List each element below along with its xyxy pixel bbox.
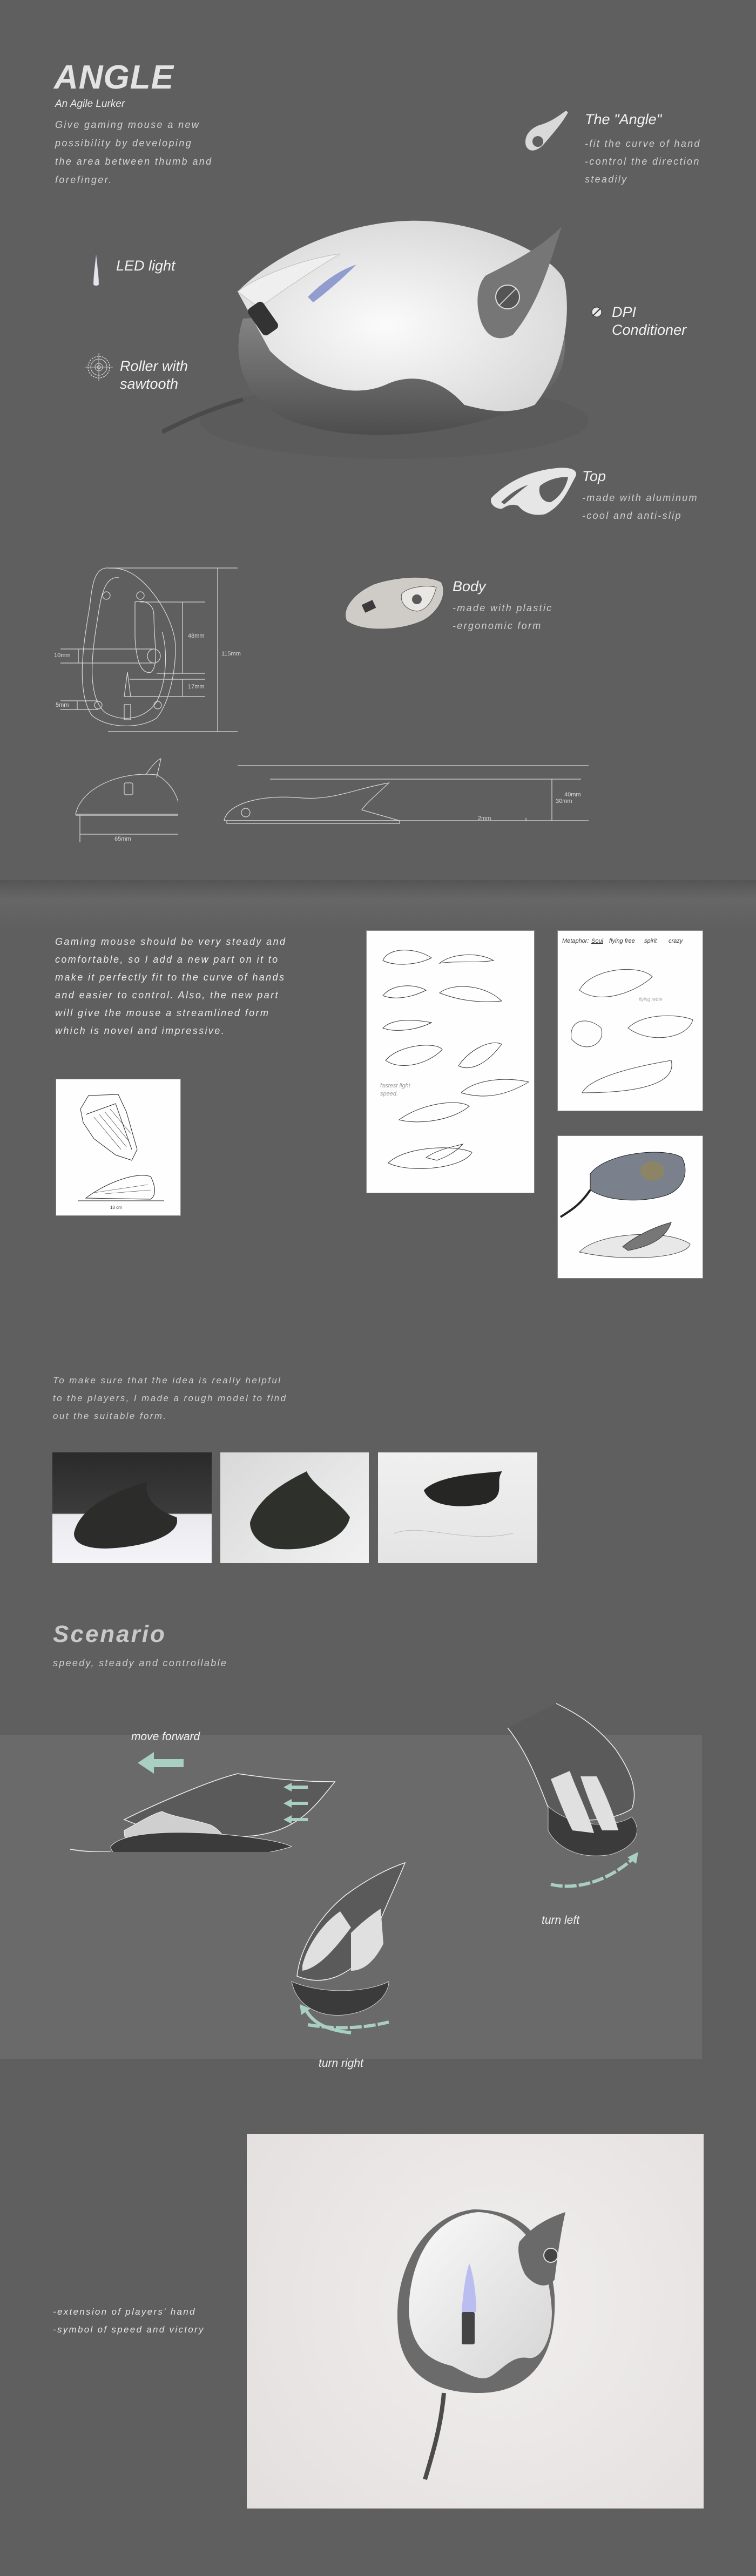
side-view-drawing — [216, 756, 594, 837]
top-part-icon — [486, 460, 578, 519]
feature-body-desc — [453, 599, 552, 635]
dim-115mm: 115mm — [221, 651, 241, 657]
concept-line: and easier to control. Also, the new part — [55, 990, 279, 1000]
clay-model-1 — [52, 1452, 212, 1563]
intro-text — [55, 116, 249, 189]
feature-led-title: LED light — [116, 258, 176, 274]
clay-model-2 — [220, 1452, 369, 1563]
feature-line: -fit the curve of hand — [585, 138, 701, 149]
intro-line: the area between thumb and — [55, 156, 213, 167]
sketch-sheet-forms — [366, 930, 535, 1193]
dim-17mm: 17mm — [188, 684, 205, 690]
body-part-icon — [341, 572, 444, 632]
page-title: ANGLE — [54, 59, 174, 96]
intro-line: forefinger. — [55, 174, 113, 185]
arrow-left-icon — [138, 1752, 184, 1774]
sketch-note: fastest light — [380, 1083, 410, 1089]
hero-mouse-render — [162, 194, 605, 475]
feature-line: -control the direction — [585, 156, 700, 167]
sketch-sheet-metaphor — [557, 930, 703, 1111]
model-text — [53, 1371, 312, 1425]
feature-line: -made with aluminum — [582, 492, 698, 503]
feature-angle-title: The "Angle" — [585, 111, 662, 127]
final-line: -symbol of speed and victory — [53, 2324, 205, 2335]
model-line: To make sure that the idea is really helpful — [53, 1375, 282, 1385]
concept-line: comfortable, so I add a new part on it to — [55, 954, 279, 965]
section-divider — [0, 880, 756, 929]
sketch-dim-label: 10 cm — [110, 1205, 122, 1210]
scenario-label-forward: move forward — [131, 1730, 200, 1743]
feature-dpi-title — [612, 303, 686, 339]
final-text — [53, 2303, 205, 2338]
front-view-drawing — [70, 756, 178, 848]
model-photo-1 — [52, 1452, 212, 1563]
concept-line: will give the mouse a streamlined form — [55, 1008, 270, 1018]
feature-line: sawtooth — [120, 376, 179, 392]
clay-model-3 — [378, 1452, 537, 1563]
top-view-drawing — [54, 562, 259, 734]
arrow-curve-icon — [627, 1852, 638, 1864]
feature-line: DPI — [612, 304, 637, 320]
feature-line: steadily — [585, 174, 628, 185]
angle-part-icon — [523, 108, 571, 162]
concept-line: Gaming mouse should be very steady and — [55, 936, 287, 947]
led-light-icon — [91, 254, 102, 287]
sketch-mouse-drawing — [56, 1079, 180, 1215]
sketch-forms-drawing — [367, 931, 534, 1193]
feature-line: Roller with — [120, 358, 188, 374]
model-photo-3 — [378, 1452, 537, 1563]
metaphor-word: flying free — [609, 938, 635, 944]
feature-line: -cool and anti-slip — [582, 510, 682, 521]
feature-top-desc — [582, 489, 698, 525]
feature-angle-desc — [585, 135, 701, 188]
metaphor-word: spirit — [644, 938, 657, 944]
model-line: out the suitable form. — [53, 1411, 167, 1421]
concept-line: make it perfectly fit to the curve of hands — [55, 972, 286, 983]
marker-mouse-drawing — [558, 1136, 703, 1278]
final-line: -extension of players' hand — [53, 2307, 196, 2317]
dim-5mm: 5mm — [56, 702, 69, 708]
metaphor-word: Soul — [591, 938, 604, 944]
sketch-small — [56, 1079, 181, 1216]
intro-line: Give gaming mouse a new — [55, 119, 200, 130]
sketch-note: flying reble — [639, 997, 663, 1002]
feature-line: -made with plastic — [453, 603, 553, 613]
scenario-label-left: turn left — [542, 1914, 580, 1926]
feature-line: Conditioner — [612, 322, 687, 338]
feature-body-title: Body — [453, 578, 486, 594]
dim-10mm: 10mm — [54, 652, 71, 659]
concept-line: which is novel and impressive. — [55, 1025, 226, 1036]
dim-48mm: 48mm — [188, 633, 205, 639]
turn-right-illustration — [259, 1847, 454, 2041]
dim-30mm: 30mm — [556, 798, 572, 804]
dim-2mm: 2mm — [478, 815, 491, 822]
final-render-panel — [247, 2134, 704, 2509]
page-subtitle: An Agile Lurker — [55, 98, 125, 110]
model-line: to the players, I made a rough model to find — [53, 1393, 287, 1403]
turn-left-illustration — [486, 1701, 713, 1911]
metaphor-label: Metaphor: — [562, 938, 589, 944]
sketch-metaphor-drawing — [558, 931, 703, 1111]
roller-icon — [84, 352, 114, 382]
sketch-note: speed. — [380, 1091, 399, 1097]
scenario-subtitle: speedy, steady and controllable — [53, 1658, 228, 1668]
move-forward-illustration — [70, 1749, 373, 1852]
sketch-marker-render — [557, 1135, 703, 1279]
model-photo-2 — [220, 1452, 369, 1563]
final-mouse-render — [247, 2134, 704, 2509]
intro-line: possibility by developing — [55, 138, 193, 148]
scenario-title: Scenario — [53, 1621, 166, 1647]
dim-65mm: 65mm — [114, 836, 131, 842]
scenario-label-right: turn right — [319, 2057, 363, 2070]
concept-text — [55, 933, 303, 1040]
feature-line: -ergonomic form — [453, 620, 542, 631]
feature-top-title: Top — [582, 468, 606, 484]
metaphor-word: crazy — [669, 938, 683, 944]
dim-40mm: 40mm — [564, 792, 581, 798]
